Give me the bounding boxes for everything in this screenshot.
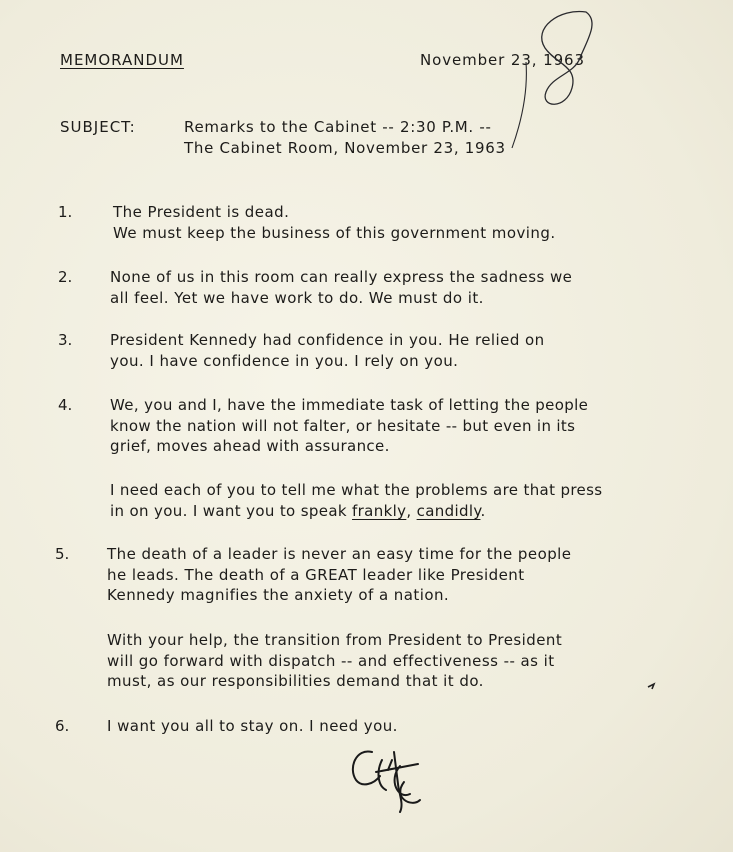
paragraph xyxy=(113,202,556,243)
paragraph xyxy=(107,716,398,737)
paragraph-line: he leads. The death of a GREAT leader like President xyxy=(107,565,525,584)
item-number: 1. xyxy=(58,203,73,221)
subject-label: SUBJECT: xyxy=(60,118,136,136)
underlined-word-frankly: frankly xyxy=(352,501,407,520)
paragraph xyxy=(107,544,571,606)
line-text: , xyxy=(406,501,417,520)
paragraph-line: I want you all to stay on. I need you. xyxy=(107,717,398,735)
paragraph-line: We, you and I, have the immediate task of letting the people xyxy=(110,396,589,414)
line-text: . xyxy=(480,501,486,520)
line-text: in on you. I want you to speak xyxy=(110,501,353,520)
paragraph-line: I need each of you to tell me what the problems are that press xyxy=(110,481,603,499)
pen-stroke-mark xyxy=(512,62,526,148)
paragraph-line: With your help, the transition from President to President xyxy=(107,631,563,649)
paragraph-line: President Kennedy had confidence in you. He relied on xyxy=(110,331,545,349)
paragraph-line: The death of a leader is never an easy time for the people xyxy=(107,545,572,563)
paragraph xyxy=(110,480,602,521)
subject-line-1: Remarks to the Cabinet -- 2:30 P.M. -- xyxy=(184,118,492,136)
paragraph xyxy=(110,267,572,308)
paragraph-line: We must keep the business of this government moving. xyxy=(113,223,556,242)
paragraph-line xyxy=(110,501,602,522)
paragraph-line: must, as our responsibilities demand that it do. xyxy=(107,672,484,691)
paragraph-line: will go forward with dispatch -- and effectiveness -- as it xyxy=(107,651,555,670)
paragraph-line: all feel. Yet we have work to do. We must do it. xyxy=(110,288,484,307)
item-number: 6. xyxy=(55,717,70,735)
paragraph-line: grief, moves ahead with assurance. xyxy=(110,437,390,456)
paragraph-line: know the nation will not falter, or hesitate -- but even in its xyxy=(110,416,576,435)
pen-tick-mark xyxy=(648,684,654,689)
item-number: 3. xyxy=(58,331,73,349)
item-number: 2. xyxy=(58,268,73,286)
paragraph xyxy=(110,330,545,371)
paragraph-line: The President is dead. xyxy=(113,203,290,221)
subject-line-2: The Cabinet Room, November 23, 1963 xyxy=(184,139,506,157)
paragraph-line: Kennedy magnifies the anxiety of a nation. xyxy=(107,586,450,605)
item-number: 5. xyxy=(55,545,70,563)
item-number: 4. xyxy=(58,396,73,414)
underlined-word-candidly: candidly xyxy=(416,501,481,520)
initials-signature xyxy=(353,751,420,812)
paragraph-line: you. I have confidence in you. I rely on you. xyxy=(110,351,459,370)
paragraph-line: None of us in this room can really express the sadness we xyxy=(110,268,573,286)
paragraph xyxy=(110,395,588,457)
memo-title: MEMORANDUM xyxy=(60,51,184,69)
paragraph xyxy=(107,630,562,692)
memo-date: November 23, 1963 xyxy=(420,51,585,69)
